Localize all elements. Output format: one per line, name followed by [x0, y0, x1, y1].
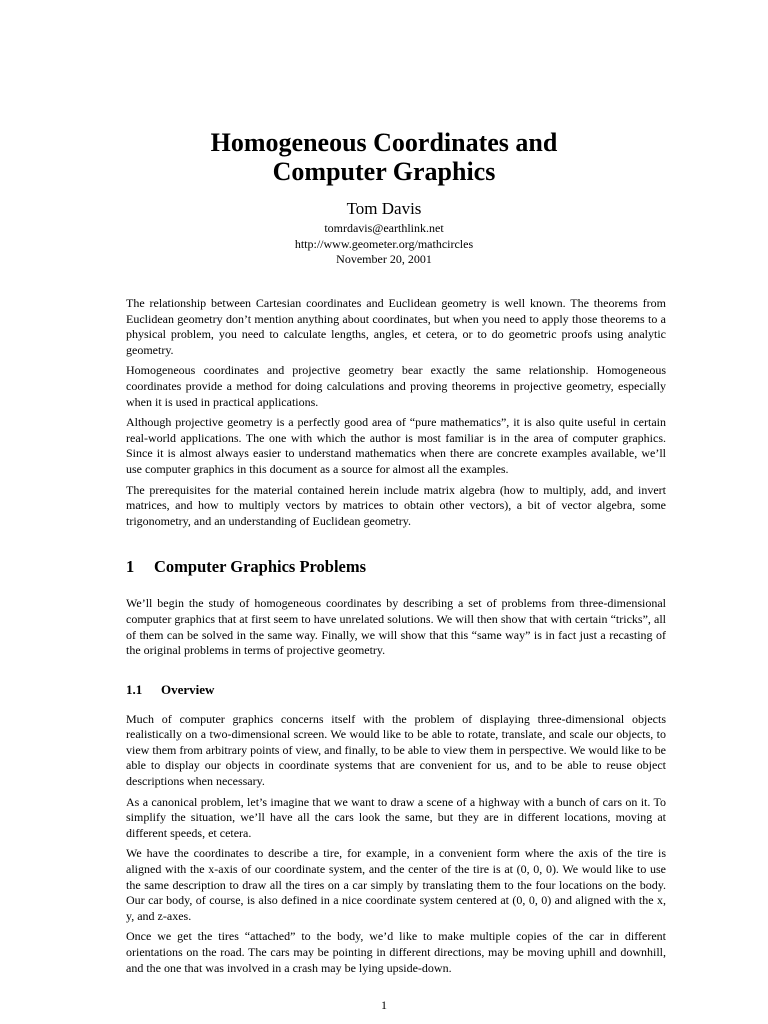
subsection-number: 1.1 [126, 681, 143, 697]
section-title: Computer Graphics Problems [154, 557, 367, 577]
paragraph: Homogeneous coordinates and projective geometry bear exactly the same relationship. Homogeneous coordinates provide a method for doing calculations and proving theorems in projective geometry, especially when it is used in practical applications. [126, 363, 666, 409]
paper-date: November 20, 2001 [336, 252, 432, 266]
paragraph: Once we get the tires “attached” to the body, we’d like to make multiple copies of the car in different orientations on the road. The cars may be pointing in different directions, may be moving uphill and downhill, and the one that was involved in a crash may be lying upside-down. [126, 929, 666, 975]
paragraph: As a canonical problem, let’s imagine that we want to draw a scene of a highway with a bunch of cars on it. To simplify the situation, we’ll have all the cars look the same, but they are in different locations, moving at different speeds, et cetera. [126, 794, 666, 840]
section-heading [126, 557, 666, 577]
section-number: 1 [126, 557, 135, 577]
author-name: Tom Davis [346, 199, 422, 218]
paper-body [126, 296, 666, 981]
author-url[interactable]: http://www.geometer.org/mathcircles [294, 236, 474, 251]
page-number: 1 [381, 998, 387, 1012]
paragraph: Although projective geometry is a perfectly good area of “pure mathematics”, it is also quite useful in certain real-world applications. The one with which the author is most familiar is in the area of computer graphics. Since it is almost always easier to understand mathematics when there are concrete examples available, we’ll use computer graphics in this document as a source for almost all the examples. [126, 415, 666, 476]
title-line-2: Computer Graphics [272, 157, 496, 186]
title-line-1: Homogeneous Coordinates and [210, 128, 558, 157]
paragraph: We’ll begin the study of homogeneous coordinates by describing a set of problems from three-dimensional computer graphics that at first seem to have unrelated solutions. We will then show that with certain “tricks”, all of them can be solved in the same way. Finally, we will show that this “same way” is in fact just a recasting of the original problems in terms of projective geometry. [126, 596, 666, 658]
subsection-title: Overview [161, 681, 215, 697]
subsection-heading [126, 682, 666, 698]
paragraph: The prerequisites for the material contained herein include matrix algebra (how to multiply, add, and invert matrices, and how to multiply vectors by matrices to obtain other vectors), a bit of vector algebra, some trigonometry, and an understanding of Euclidean geometry. [126, 482, 666, 528]
paragraph: Much of computer graphics concerns itself with the problem of displaying three-dimensional objects realistically on a two-dimensional screen. We would like to be able to rotate, translate, and scale our objects, to view them from arbitrary points of view, and finally, to be able to view them in perspective. We would like to be able to display our objects in coordinate systems that are convenient for us, and to be able to reuse object descriptions when necessary. [126, 711, 666, 789]
paragraph: We have the coordinates to describe a tire, for example, in a convenient form where the axis of the tire is aligned with the x-axis of our coordinate system, and the center of the tire is at (0, 0, 0). We would like to use the same description to draw all the tires on a car simply by translating them to the four locations on the body. Our car body, of course, is also defined in a nice coordinate system centered at (0, 0, 0) and aligned with the x, y, and z-axes. [126, 846, 666, 923]
author-email[interactable]: tomrdavis@earthlink.net [324, 221, 444, 235]
paragraph: The relationship between Cartesian coordinates and Euclidean geometry is well known. The theorems from Euclidean geometry don’t mention anything about coordinates, but when you need to apply those theorems to a physical problem, you need to calculate lengths, angles, et cetera, or to do geometric proofs using analytic geometry. [126, 296, 666, 357]
paper-title [0, 128, 768, 186]
author-meta [0, 221, 768, 268]
